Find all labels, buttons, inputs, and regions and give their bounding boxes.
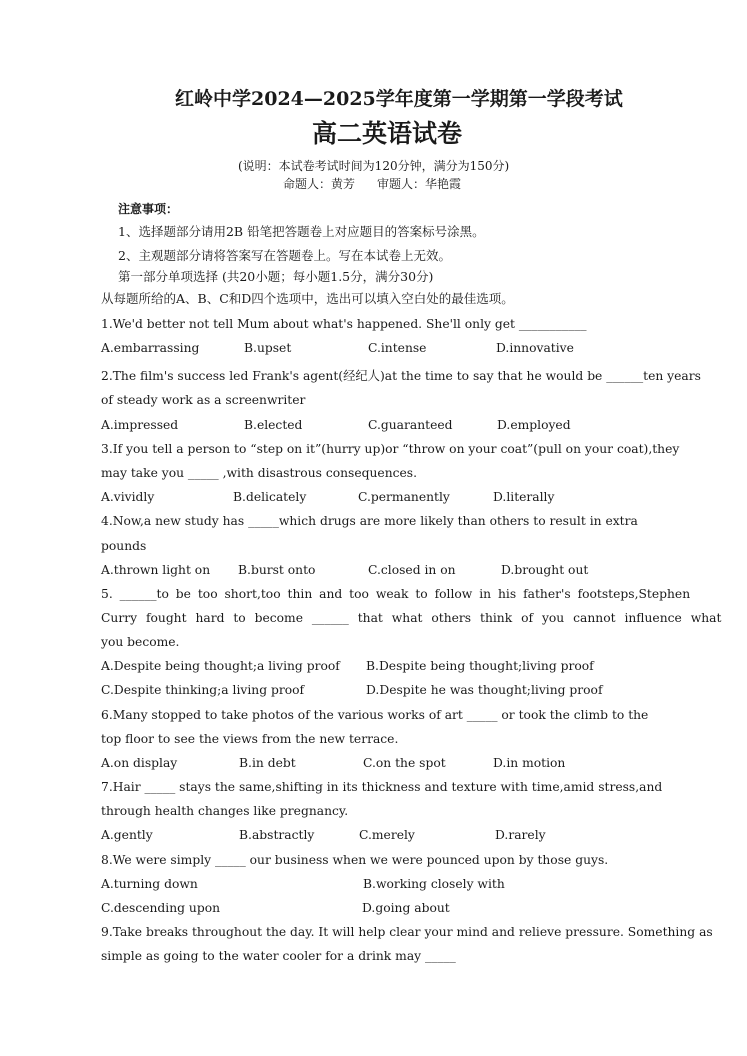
subject-title: 高二英语试卷 <box>312 119 463 148</box>
note-item: 1、选择题部分请用2B 铅笔把答题卷上对应题目的答案标号涂黑。 <box>118 224 485 239</box>
question-5-stem-cont: you become. <box>101 635 180 649</box>
question-6-stem: 6.Many stopped to take photos of the various works of art _____ or took the climb to the <box>101 708 649 722</box>
note-item: 2、主观题部分请将答案写在答题卷上。写在本试卷上无效。 <box>118 248 451 263</box>
q5-option-a: A.Despite being thought;a living proof <box>101 659 340 673</box>
q6-option-a: A.on display <box>101 756 178 770</box>
q4-option-c: C.closed in on <box>368 563 456 577</box>
question-1-stem: 1.We'd better not tell Mum about what's happened. She'll only get ___________ <box>101 317 587 331</box>
question-7-stem: 7.Hair _____ stays the same,shifting in its thickness and texture with time,amid stress,and <box>101 780 663 794</box>
q2-option-a: A.impressed <box>101 418 179 432</box>
q3-option-b: B.delicately <box>233 490 307 504</box>
q7-option-b: B.abstractly <box>239 828 315 842</box>
q1-option-d: D.innovative <box>496 341 574 355</box>
exam-note: (说明：本试卷考试时间为120分钟，满分为150分) <box>238 159 510 173</box>
question-3-stem-cont: may take you _____ ,with disastrous consequences. <box>101 466 418 480</box>
q8-option-a: A.turning down <box>101 877 198 891</box>
q8-option-c: C.descending upon <box>101 901 221 915</box>
section-title: 第一部分单项选择 (共20小题；每小题1.5分，满分30分) <box>118 269 434 284</box>
question-6-stem-cont: top floor to see the views from the new terrace. <box>101 732 399 746</box>
question-3-stem: 3.If you tell a person to “step on it”(hurry up)or “throw on your coat”(pull on your coat),they <box>101 442 680 456</box>
setters-line <box>283 175 461 192</box>
section-instruction: 从每题所给的A、B、C和D四个选项中，选出可以填入空白处的最佳选项。 <box>101 291 514 306</box>
q4-option-b: B.burst onto <box>238 563 316 577</box>
q2-option-c: C.guaranteed <box>368 418 453 432</box>
question-4-stem: 4.Now,a new study has _____which drugs are more likely than others to result in extra <box>101 514 638 528</box>
q6-option-b: B.in debt <box>239 756 296 770</box>
question-4-stem-cont: pounds <box>101 539 147 553</box>
q8-option-b: B.working closely with <box>363 877 505 891</box>
q7-option-a: A.gently <box>101 828 153 842</box>
q7-option-c: C.merely <box>359 828 415 842</box>
q5-option-b: B.Despite being thought;living proof <box>366 659 594 673</box>
question-2-stem-cont: of steady work as a screenwriter <box>101 393 306 407</box>
q1-option-a: A.embarrassing <box>101 341 200 355</box>
question-8-stem: 8.We were simply _____ our business when we were pounced upon by those guys. <box>101 853 609 867</box>
q5-option-c: C.Despite thinking;a living proof <box>101 683 305 697</box>
q2-option-d: D.employed <box>497 418 571 432</box>
q6-option-d: D.in motion <box>493 756 566 770</box>
q3-option-c: C.permanently <box>358 490 450 504</box>
question-9-stem: 9.Take breaks throughout the day. It will help clear your mind and relieve pressure. Something as <box>101 925 713 939</box>
q1-option-c: C.intense <box>368 341 427 355</box>
setter: 命题人：黄芳 <box>283 177 356 191</box>
q3-option-a: A.vividly <box>101 490 155 504</box>
question-2-stem: 2.The film's success led Frank's agent(经纪人)at the time to say that he would be ______ten years <box>101 369 701 383</box>
q3-option-d: D.literally <box>493 490 555 504</box>
notes-heading: 注意事项： <box>118 202 179 216</box>
q4-option-d: D.brought out <box>501 563 589 577</box>
question-5-stem: 5. ______to be too short,too thin and too weak to follow in his father's footsteps,Stephen <box>101 587 691 601</box>
question-5-stem-cont: Curry fought hard to become ______ that what others think of you cannot influence what <box>101 611 722 625</box>
reviewer: 审题人：华艳霞 <box>377 177 462 191</box>
q6-option-c: C.on the spot <box>363 756 446 770</box>
q1-option-b: B.upset <box>244 341 292 355</box>
q2-option-b: B.elected <box>244 418 303 432</box>
q8-option-d: D.going about <box>362 901 450 915</box>
q7-option-d: D.rarely <box>495 828 546 842</box>
question-9-stem-cont: simple as going to the water cooler for a drink may _____ <box>101 949 456 963</box>
q4-option-a: A.thrown light on <box>101 563 211 577</box>
question-7-stem-cont: through health changes like pregnancy. <box>101 804 349 818</box>
q5-option-d: D.Despite he was thought;living proof <box>366 683 603 697</box>
school-title: 红岭中学2024—2025学年度第一学期第一学段考试 <box>175 88 623 110</box>
